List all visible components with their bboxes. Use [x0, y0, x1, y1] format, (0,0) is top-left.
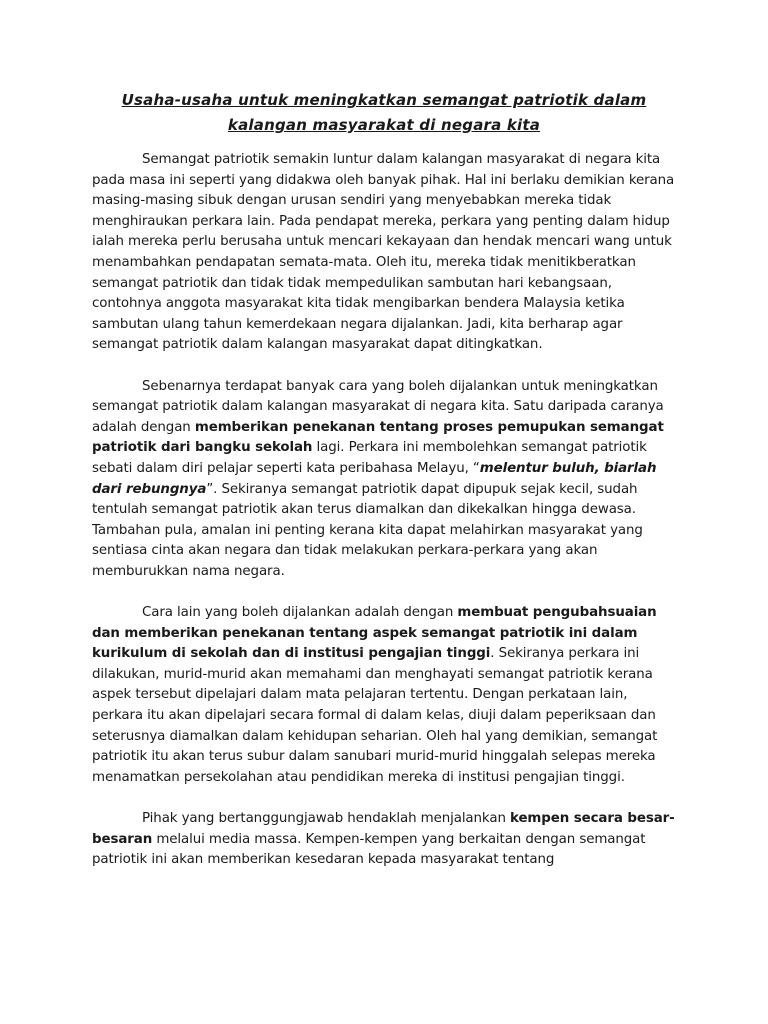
document-body: [92, 150, 676, 891]
paragraph-text: melalui media massa. Kempen-kempen yang berkaitan dengan semangat patriotik ini akan memberikan kesedaran kepada masyarakat tentang: [92, 831, 646, 868]
emphasis-text: membuat pengubahsuaian dan memberikan penekanan tentang aspek semangat patriotik ini dalam kurikulum di sekolah dan di institusi pengajian tinggi: [92, 605, 657, 662]
paragraph-text: Pihak yang bertanggungjawab hendaklah menjalankan: [142, 811, 510, 826]
paragraph-4: [92, 809, 676, 871]
paragraph-text: ”. Sekiranya semangat patriotik dapat dipupuk sejak kecil, sudah tentulah semangat patriotik akan terus diamalkan dan dikekalkan hingga dewasa. Tambahan pula, amalan ini penting kerana kita dapat melahirkan masyarakat yang sentiasa cinta akan negara dan tidak melakukan perkara-perkara yang akan memburukkan nama negara.: [92, 481, 643, 579]
paragraph-text: . Sekiranya perkara ini dilakukan, murid-murid akan memahami dan menghayati semangat patriotik kerana aspek tersebut dipelajari dalam mata pelajaran tertentu. Dengan perkataan lain, perkara itu akan dipelajari secara formal di dalam kelas, diuji dalam peperiksaan dan seterusnya diamalkan dalam kehidupan seharian. Oleh hal yang demikian, semangat patriotik itu akan terus subur dalam sanubari murid-murid hinggalah selepas mereka menamatkan persekolahan atau pendidikan mereka di institusi pengajian tinggi.: [92, 646, 658, 785]
paragraph-1: [92, 150, 676, 356]
paragraph-text: Cara lain yang boleh dijalankan adalah dengan: [142, 605, 458, 621]
emphasis-text: kempen secara besar-besaran: [92, 811, 675, 847]
paragraph-3: [92, 603, 676, 788]
proverb-text: melentur buluh, biarlah dari rebungnya: [92, 460, 657, 497]
document-title: Usaha-usaha untuk meningkatkan semangat patriotik dalam kalangan masyarakat di negara kita: [121, 91, 647, 134]
paragraph-text: Semangat patriotik semakin luntur dalam kalangan masyarakat di negara kita pada masa ini seperti yang didakwa oleh banyak pihak. Hal ini berlaku demikian kerana masing-masing sibuk dengan urusan sendiri yang menyebabkan mereka tidak menghiraukan perkara lain. Pada pendapat mereka, perkara yang penting dalam hidup ialah mereka perlu berusaha untuk mencari kekayaan dan hendak mencari wang untuk menambahkan pendapatan semata-mata. Oleh itu, mereka tidak menitikberatkan semangat patriotik dan tidak tidak mempedulikan sambutan hari kebangsaan, contohnya anggota masyarakat kita tidak mengibarkan bendera Malaysia ketika sambutan ulang tahun kemerdekaan negara dijalankan. Jadi, kita berharap agar semangat patriotik dalam kalangan masyarakat dapat ditingkatkan.: [92, 152, 675, 353]
paragraph-2: [92, 377, 676, 583]
emphasis-text: memberikan penekanan tentang proses pemupukan semangat patriotik dari bangku sekolah: [92, 419, 664, 456]
paragraph-text: lagi. Perkara ini membolehkan semangat patriotik sebati dalam diri pelajar seperti kata peribahasa Melayu, “: [92, 440, 647, 476]
paragraph-text: Sebenarnya terdapat banyak cara yang boleh dijalankan untuk meningkatkan semangat patriotik dalam kalangan masyarakat di negara kita. Satu daripada caranya adalah dengan: [92, 378, 664, 435]
